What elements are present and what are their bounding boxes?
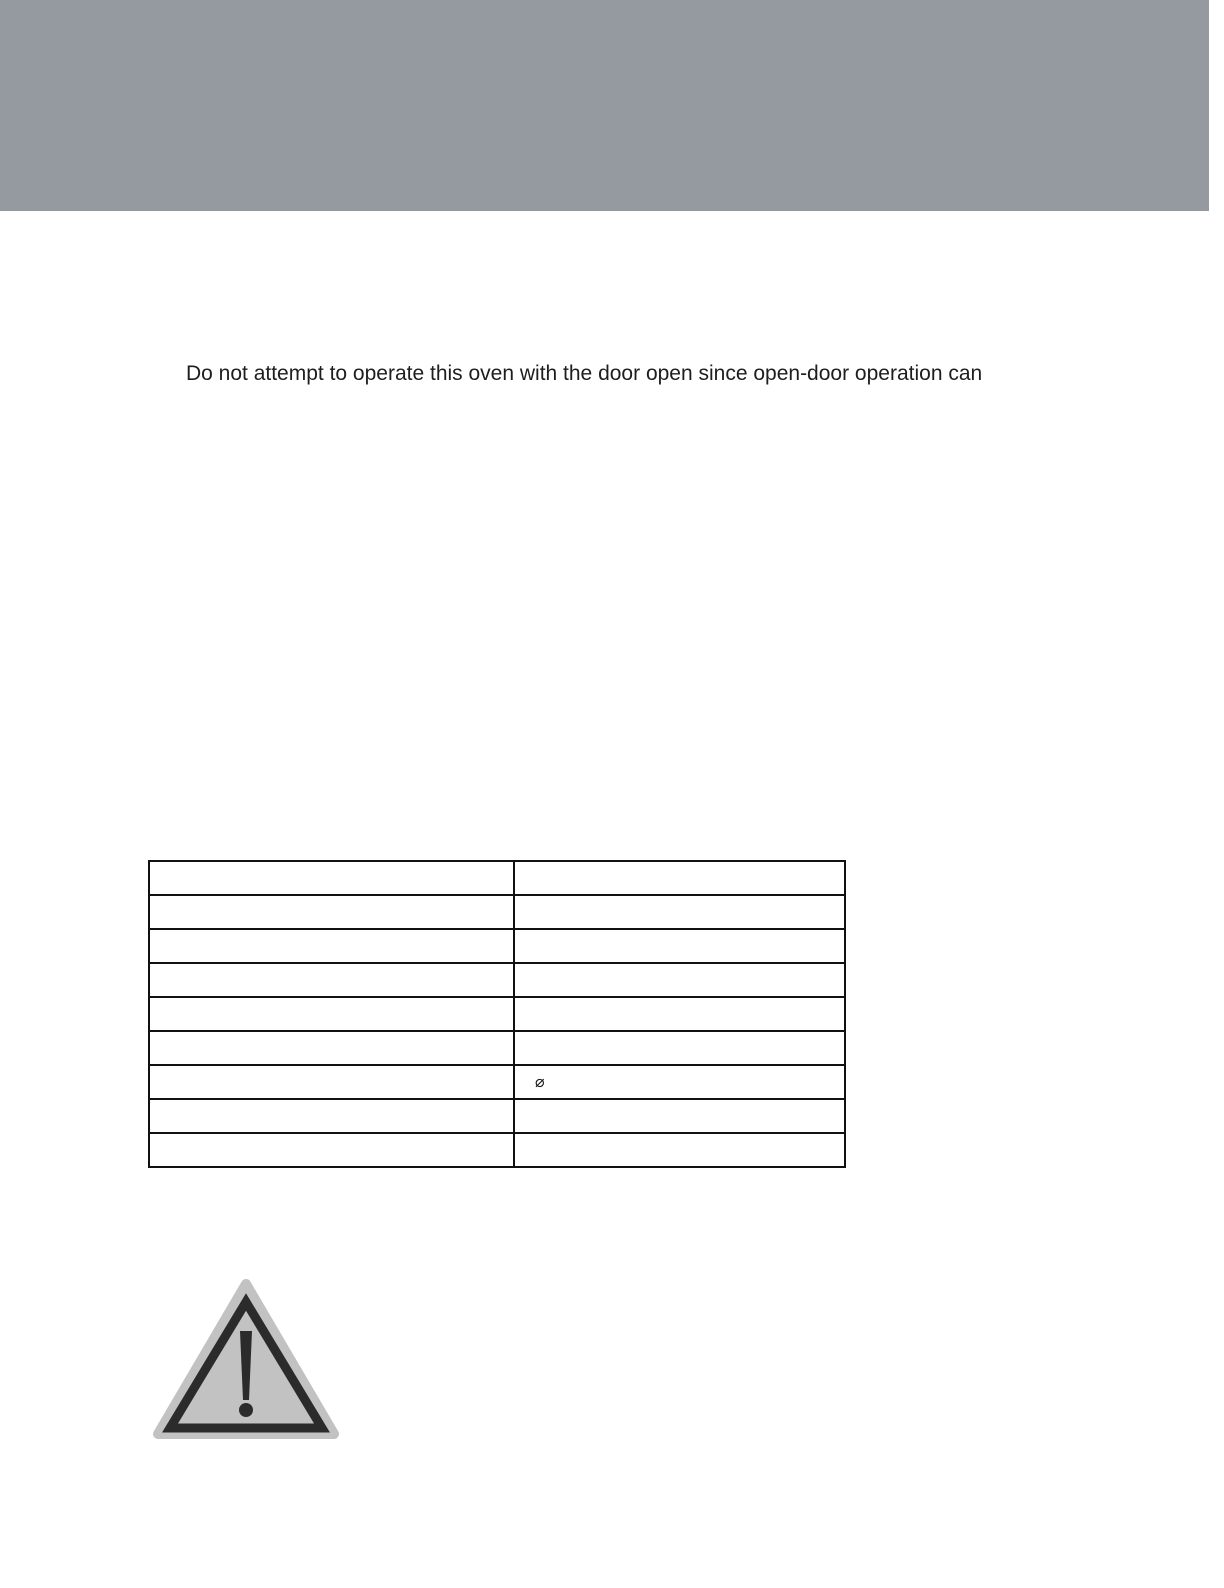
table-row	[149, 861, 845, 895]
specifications-table	[148, 860, 846, 1168]
spec-value-cell	[514, 963, 845, 997]
header-band	[0, 0, 1209, 211]
spec-label-cell	[149, 1099, 514, 1133]
table-row	[149, 1133, 845, 1167]
spec-value-cell	[514, 1133, 845, 1167]
table-row	[149, 1031, 845, 1065]
spec-value-cell	[514, 1099, 845, 1133]
spec-value-cell	[514, 895, 845, 929]
spec-label-cell	[149, 963, 514, 997]
spec-label-cell	[149, 895, 514, 929]
spec-label-cell	[149, 1031, 514, 1065]
table-row	[149, 1065, 845, 1099]
spec-label-cell	[149, 997, 514, 1031]
spec-label-cell	[149, 1065, 514, 1099]
spec-label-cell	[149, 861, 514, 895]
safety-intro-text: Do not attempt to operate this oven with the door open since open-door operation can	[186, 362, 983, 385]
table-row	[149, 929, 845, 963]
spec-value-cell	[514, 929, 845, 963]
spec-value-cell	[514, 997, 845, 1031]
spec-label-cell	[149, 929, 514, 963]
spec-value-cell: ⌀	[514, 1065, 845, 1099]
spec-value-cell	[514, 861, 845, 895]
warning-triangle-icon	[153, 1278, 339, 1444]
spec-value-cell	[514, 1031, 845, 1065]
spec-label-cell	[149, 1133, 514, 1167]
exclamation-dot	[239, 1403, 253, 1417]
table-row	[149, 1099, 845, 1133]
table-row	[149, 963, 845, 997]
table-row	[149, 895, 845, 929]
table-row	[149, 997, 845, 1031]
